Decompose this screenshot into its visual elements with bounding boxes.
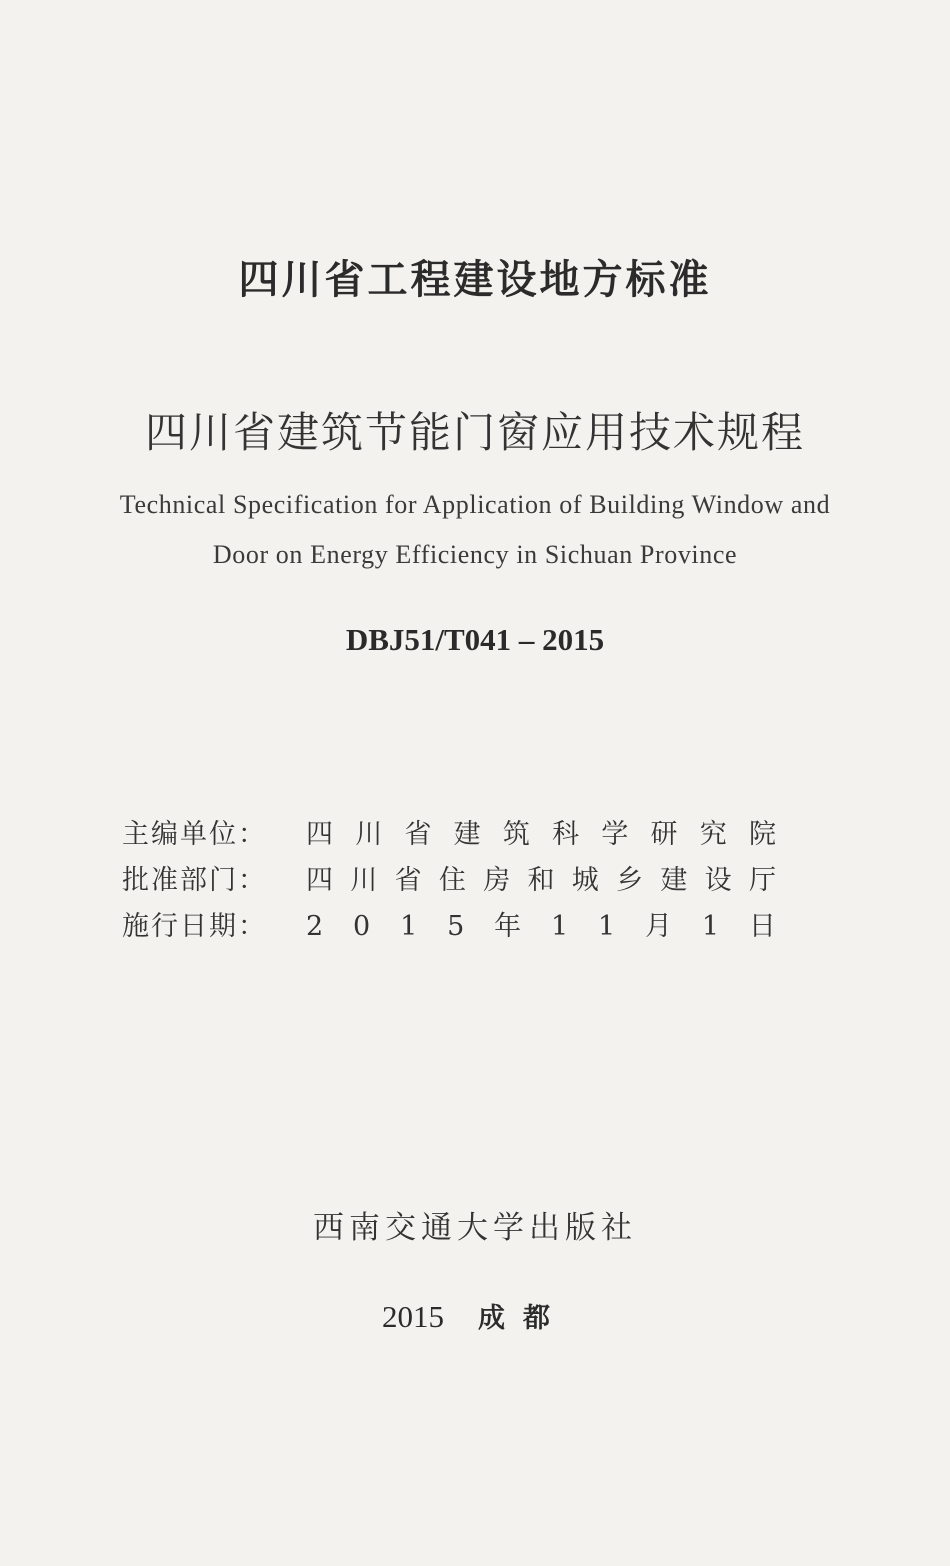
info-char: 0 (353, 911, 371, 942)
info-char: 究 (699, 819, 727, 850)
info-char: 川 (355, 819, 383, 850)
standard-code: DBJ51/T041 – 2015 (345, 622, 605, 657)
approver-label: 批准部门： (122, 865, 267, 896)
info-char: 建 (660, 865, 688, 896)
info-char: 1 (400, 911, 418, 942)
info-char: 院 (748, 819, 776, 850)
editor-label: 主编单位： (122, 819, 267, 850)
publication-year: 2015 (382, 1299, 444, 1334)
document-title-chinese: 四川省建筑节能门窗应用技术规程 (144, 408, 805, 457)
info-char: 1 (701, 911, 720, 942)
info-char: 城 (571, 865, 599, 896)
info-char: 学 (601, 819, 629, 850)
info-char: 2 (306, 911, 324, 942)
info-char: 日 (748, 911, 776, 942)
info-char: 科 (552, 819, 580, 850)
info-char: 建 (453, 819, 481, 850)
info-char: 四 (306, 865, 333, 896)
editor-value (306, 812, 776, 858)
series-title: 四川省工程建设地方标准 (238, 257, 712, 303)
info-char: 省 (404, 819, 432, 850)
info-char: 5 (447, 911, 465, 942)
effective-date-row (122, 904, 822, 950)
info-char: 乡 (616, 865, 644, 896)
info-char: 1 (598, 911, 616, 942)
info-char: 川 (350, 865, 378, 896)
info-char: 房 (483, 865, 511, 896)
info-char: 和 (527, 865, 555, 896)
approver-value (306, 858, 776, 904)
info-char: 研 (650, 819, 678, 850)
document-title-english-line-1: Technical Specification for Application of Building Window and (119, 490, 831, 519)
publisher: 西南交通大学出版社 (313, 1210, 637, 1246)
editor-row (122, 812, 822, 858)
info-char: 1 (550, 911, 569, 942)
info-char: 设 (704, 865, 732, 896)
publication-city: 成都 (478, 1303, 568, 1334)
info-char: 住 (438, 865, 466, 896)
info-char: 厅 (748, 865, 776, 896)
info-char: 省 (394, 865, 422, 896)
issuance-info (122, 812, 822, 950)
effective-date-value (306, 904, 776, 950)
effective-date-label: 施行日期： (122, 911, 267, 942)
info-char: 年 (494, 911, 522, 942)
approver-row (122, 858, 822, 904)
document-title-english-line-2: Door on Energy Efficiency in Sichuan Province (212, 540, 738, 569)
info-char: 月 (645, 911, 673, 942)
info-char: 筑 (502, 819, 530, 850)
publication-info (0, 1296, 950, 1335)
info-char: 四 (306, 819, 333, 850)
